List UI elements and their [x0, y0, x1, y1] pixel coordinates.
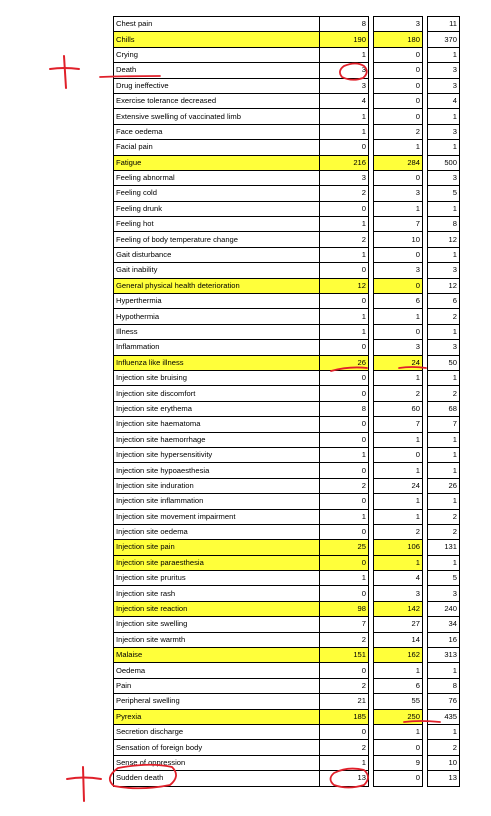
count-a-cell: 26: [320, 355, 369, 370]
total-cell: 1: [428, 463, 460, 478]
term-cell: Malaise: [114, 648, 320, 663]
count-b-cell: 0: [374, 93, 423, 108]
term-cell: Injection site pruritus: [114, 571, 320, 586]
term-cell: Illness: [114, 324, 320, 339]
table-row: [114, 724, 460, 739]
total-cell: 13: [428, 771, 460, 786]
count-a-cell: 7: [320, 617, 369, 632]
table-row: [114, 340, 460, 355]
term-cell: Inflammation: [114, 340, 320, 355]
total-cell: 5: [428, 186, 460, 201]
total-cell: 1: [428, 555, 460, 570]
table-row: [114, 447, 460, 462]
term-cell: Injection site discomfort: [114, 386, 320, 401]
term-cell: Sensation of foreign body: [114, 740, 320, 755]
table-row: [114, 186, 460, 201]
total-cell: 5: [428, 571, 460, 586]
count-a-cell: 2: [320, 478, 369, 493]
count-a-cell: 2: [320, 678, 369, 693]
count-b-cell: 106: [374, 540, 423, 555]
table-row: [114, 386, 460, 401]
table-row: [114, 17, 460, 32]
total-cell: 3: [428, 586, 460, 601]
term-cell: Chills: [114, 32, 320, 47]
count-b-cell: 0: [374, 170, 423, 185]
count-a-cell: 0: [320, 201, 369, 216]
count-a-cell: 0: [320, 555, 369, 570]
count-a-cell: 21: [320, 694, 369, 709]
count-b-cell: 0: [374, 63, 423, 78]
count-a-cell: 1: [320, 109, 369, 124]
count-b-cell: 284: [374, 155, 423, 170]
count-b-cell: 1: [374, 494, 423, 509]
count-a-cell: 0: [320, 432, 369, 447]
count-a-cell: 3: [320, 170, 369, 185]
count-b-cell: 6: [374, 678, 423, 693]
total-cell: 3: [428, 63, 460, 78]
count-b-cell: 1: [374, 309, 423, 324]
total-cell: 7: [428, 417, 460, 432]
count-b-cell: 0: [374, 278, 423, 293]
count-a-cell: 1: [320, 509, 369, 524]
total-cell: 1: [428, 140, 460, 155]
term-cell: Secretion discharge: [114, 724, 320, 739]
total-cell: 26: [428, 478, 460, 493]
count-b-cell: 10: [374, 232, 423, 247]
term-cell: Chest pain: [114, 17, 320, 32]
total-cell: 3: [428, 263, 460, 278]
term-cell: Death: [114, 63, 320, 78]
count-b-cell: 0: [374, 47, 423, 62]
count-a-cell: 151: [320, 648, 369, 663]
table-row: [114, 355, 460, 370]
total-cell: 240: [428, 601, 460, 616]
table-row: [114, 140, 460, 155]
total-cell: 1: [428, 494, 460, 509]
total-cell: 370: [428, 32, 460, 47]
count-a-cell: 0: [320, 417, 369, 432]
table-row: [114, 755, 460, 770]
term-cell: Injection site pain: [114, 540, 320, 555]
total-cell: 3: [428, 78, 460, 93]
total-cell: 1: [428, 201, 460, 216]
term-cell: Feeling of body temperature change: [114, 232, 320, 247]
count-b-cell: 0: [374, 740, 423, 755]
table-row: [114, 32, 460, 47]
count-b-cell: 3: [374, 586, 423, 601]
table-row: [114, 109, 460, 124]
table-row: [114, 278, 460, 293]
total-cell: 3: [428, 124, 460, 139]
count-b-cell: 0: [374, 324, 423, 339]
total-cell: 2: [428, 740, 460, 755]
total-cell: 1: [428, 247, 460, 262]
cross-mark-top: [64, 56, 66, 88]
term-cell: Injection site bruising: [114, 370, 320, 385]
count-a-cell: 0: [320, 263, 369, 278]
table-row: [114, 709, 460, 724]
table-row: [114, 463, 460, 478]
term-cell: Injection site erythema: [114, 401, 320, 416]
term-cell: Injection site hypersensitivity: [114, 447, 320, 462]
count-a-cell: 1: [320, 571, 369, 586]
count-b-cell: 1: [374, 140, 423, 155]
count-b-cell: 0: [374, 78, 423, 93]
term-cell: Hyperthermia: [114, 294, 320, 309]
term-cell: Extensive swelling of vaccinated limb: [114, 109, 320, 124]
count-b-cell: 3: [374, 263, 423, 278]
count-a-cell: 0: [320, 494, 369, 509]
count-b-cell: 60: [374, 401, 423, 416]
term-cell: General physical health deterioration: [114, 278, 320, 293]
table-row: [114, 370, 460, 385]
table-row: [114, 201, 460, 216]
table-row: [114, 663, 460, 678]
term-cell: Injection site rash: [114, 586, 320, 601]
cross-mark-bottom-bar: [67, 778, 101, 780]
count-b-cell: 162: [374, 648, 423, 663]
total-cell: 10: [428, 755, 460, 770]
term-cell: Injection site haematoma: [114, 417, 320, 432]
table-row: [114, 124, 460, 139]
term-cell: Fatigue: [114, 155, 320, 170]
total-cell: 2: [428, 309, 460, 324]
term-cell: Injection site swelling: [114, 617, 320, 632]
count-b-cell: 1: [374, 432, 423, 447]
term-cell: Injection site movement impairment: [114, 509, 320, 524]
count-a-cell: 0: [320, 386, 369, 401]
count-a-cell: 2: [320, 632, 369, 647]
table-row: [114, 417, 460, 432]
count-b-cell: 55: [374, 694, 423, 709]
count-b-cell: 3: [374, 186, 423, 201]
count-a-cell: 8: [320, 401, 369, 416]
table-row: [114, 63, 460, 78]
count-b-cell: 2: [374, 124, 423, 139]
total-cell: 2: [428, 509, 460, 524]
total-cell: 2: [428, 524, 460, 539]
table-row: [114, 170, 460, 185]
count-b-cell: 7: [374, 417, 423, 432]
table-row: [114, 401, 460, 416]
table-row: [114, 78, 460, 93]
count-b-cell: 142: [374, 601, 423, 616]
term-cell: Face oedema: [114, 124, 320, 139]
count-a-cell: 2: [320, 232, 369, 247]
count-a-cell: 25: [320, 540, 369, 555]
total-cell: 1: [428, 432, 460, 447]
count-b-cell: 1: [374, 555, 423, 570]
table-row: [114, 47, 460, 62]
count-b-cell: 14: [374, 632, 423, 647]
total-cell: 1: [428, 109, 460, 124]
count-a-cell: 12: [320, 278, 369, 293]
table-row: [114, 155, 460, 170]
count-a-cell: 1: [320, 124, 369, 139]
count-b-cell: 6: [374, 294, 423, 309]
count-b-cell: 7: [374, 217, 423, 232]
count-a-cell: 1: [320, 447, 369, 462]
total-cell: 1: [428, 370, 460, 385]
count-b-cell: 2: [374, 386, 423, 401]
table-row: [114, 309, 460, 324]
adverse-events-table: [113, 16, 460, 787]
count-a-cell: 0: [320, 340, 369, 355]
count-a-cell: 0: [320, 663, 369, 678]
count-a-cell: 0: [320, 140, 369, 155]
count-b-cell: 9: [374, 755, 423, 770]
total-cell: 500: [428, 155, 460, 170]
total-cell: 1: [428, 724, 460, 739]
count-a-cell: 1: [320, 755, 369, 770]
term-cell: Injection site inflammation: [114, 494, 320, 509]
table-row: [114, 524, 460, 539]
count-b-cell: 1: [374, 463, 423, 478]
term-cell: Feeling drunk: [114, 201, 320, 216]
table-row: [114, 540, 460, 555]
count-b-cell: 0: [374, 109, 423, 124]
total-cell: 4: [428, 93, 460, 108]
count-a-cell: 4: [320, 93, 369, 108]
table-row: [114, 232, 460, 247]
table-row: [114, 509, 460, 524]
total-cell: 6: [428, 294, 460, 309]
total-cell: 1: [428, 663, 460, 678]
term-cell: Influenza like illness: [114, 355, 320, 370]
count-a-cell: 3: [320, 63, 369, 78]
total-cell: 3: [428, 170, 460, 185]
term-cell: Pain: [114, 678, 320, 693]
term-cell: Feeling hot: [114, 217, 320, 232]
count-b-cell: 1: [374, 509, 423, 524]
count-a-cell: 1: [320, 247, 369, 262]
total-cell: 76: [428, 694, 460, 709]
total-cell: 8: [428, 678, 460, 693]
term-cell: Sense of oppression: [114, 755, 320, 770]
table-row: [114, 678, 460, 693]
count-b-cell: 24: [374, 355, 423, 370]
count-a-cell: 0: [320, 463, 369, 478]
total-cell: 1: [428, 47, 460, 62]
table-row: [114, 555, 460, 570]
count-a-cell: 190: [320, 32, 369, 47]
term-cell: Gait inability: [114, 263, 320, 278]
count-a-cell: 1: [320, 324, 369, 339]
count-b-cell: 250: [374, 709, 423, 724]
table-row: [114, 694, 460, 709]
count-a-cell: 2: [320, 186, 369, 201]
count-b-cell: 3: [374, 17, 423, 32]
table-row: [114, 586, 460, 601]
count-a-cell: 98: [320, 601, 369, 616]
term-cell: Exercise tolerance decreased: [114, 93, 320, 108]
term-cell: Crying: [114, 47, 320, 62]
count-a-cell: 216: [320, 155, 369, 170]
total-cell: 3: [428, 340, 460, 355]
count-b-cell: 1: [374, 201, 423, 216]
total-cell: 12: [428, 278, 460, 293]
table-row: [114, 324, 460, 339]
count-b-cell: 0: [374, 247, 423, 262]
total-cell: 68: [428, 401, 460, 416]
term-cell: Feeling cold: [114, 186, 320, 201]
table-row: [114, 217, 460, 232]
count-a-cell: 0: [320, 370, 369, 385]
table-row: [114, 294, 460, 309]
count-a-cell: 1: [320, 47, 369, 62]
count-a-cell: 0: [320, 586, 369, 601]
count-a-cell: 13: [320, 771, 369, 786]
count-b-cell: 4: [374, 571, 423, 586]
term-cell: Facial pain: [114, 140, 320, 155]
table-row: [114, 432, 460, 447]
count-b-cell: 3: [374, 340, 423, 355]
table-row: [114, 648, 460, 663]
table-row: [114, 93, 460, 108]
term-cell: Sudden death: [114, 771, 320, 786]
term-cell: Drug ineffective: [114, 78, 320, 93]
table-row: [114, 632, 460, 647]
term-cell: Injection site warmth: [114, 632, 320, 647]
table-row: [114, 771, 460, 786]
total-cell: 34: [428, 617, 460, 632]
count-a-cell: 0: [320, 724, 369, 739]
cross-mark-top-bar: [50, 68, 79, 69]
count-a-cell: 1: [320, 217, 369, 232]
term-cell: Hypothermia: [114, 309, 320, 324]
total-cell: 11: [428, 17, 460, 32]
term-cell: Feeling abnormal: [114, 170, 320, 185]
total-cell: 8: [428, 217, 460, 232]
table-row: [114, 740, 460, 755]
total-cell: 313: [428, 648, 460, 663]
count-b-cell: 180: [374, 32, 423, 47]
table-row: [114, 601, 460, 616]
count-b-cell: 1: [374, 370, 423, 385]
table-row: [114, 263, 460, 278]
term-cell: Gait disturbance: [114, 247, 320, 262]
total-cell: 50: [428, 355, 460, 370]
term-cell: Injection site paraesthesia: [114, 555, 320, 570]
total-cell: 435: [428, 709, 460, 724]
cross-mark-bottom: [83, 767, 84, 801]
table-row: [114, 478, 460, 493]
term-cell: Injection site induration: [114, 478, 320, 493]
total-cell: 12: [428, 232, 460, 247]
count-a-cell: 1: [320, 309, 369, 324]
count-a-cell: 8: [320, 17, 369, 32]
total-cell: 1: [428, 447, 460, 462]
term-cell: Injection site hypoaesthesia: [114, 463, 320, 478]
count-b-cell: 24: [374, 478, 423, 493]
count-b-cell: 0: [374, 771, 423, 786]
table-row: [114, 494, 460, 509]
table-row: [114, 247, 460, 262]
term-cell: Injection site haemorrhage: [114, 432, 320, 447]
table-row: [114, 571, 460, 586]
count-a-cell: 3: [320, 78, 369, 93]
count-a-cell: 185: [320, 709, 369, 724]
term-cell: Injection site reaction: [114, 601, 320, 616]
term-cell: Pyrexia: [114, 709, 320, 724]
count-b-cell: 1: [374, 724, 423, 739]
term-cell: Oedema: [114, 663, 320, 678]
count-b-cell: 0: [374, 447, 423, 462]
total-cell: 16: [428, 632, 460, 647]
count-b-cell: 27: [374, 617, 423, 632]
table-row: [114, 617, 460, 632]
term-cell: Injection site oedema: [114, 524, 320, 539]
count-a-cell: 0: [320, 524, 369, 539]
table-body: [114, 17, 460, 787]
count-b-cell: 1: [374, 663, 423, 678]
total-cell: 131: [428, 540, 460, 555]
total-cell: 2: [428, 386, 460, 401]
term-cell: Peripheral swelling: [114, 694, 320, 709]
count-a-cell: 0: [320, 294, 369, 309]
count-a-cell: 2: [320, 740, 369, 755]
total-cell: 1: [428, 324, 460, 339]
count-b-cell: 2: [374, 524, 423, 539]
